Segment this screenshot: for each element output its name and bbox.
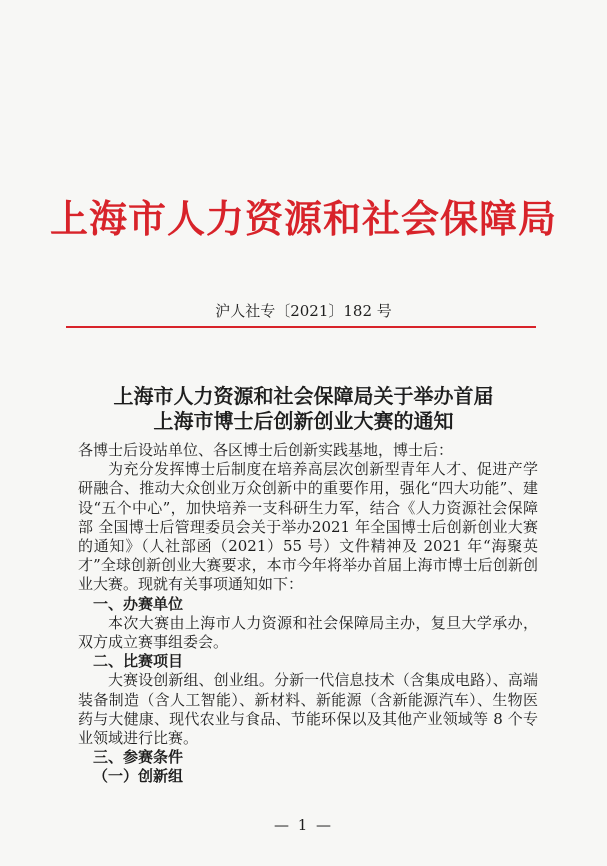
section-2-text: 大赛设创新组、创业组。分新一代信息技术（含集成电路）、高端装备制造（含人工智能）、新材料、新能源（含新能源汽车）、生物医药与大健康、现代农业与食品、节能环保以及其他产业领域等 8 个专业领域进行比赛。 [78,671,538,748]
notice-title [0,384,607,434]
notice-title-line-2: 上海市博士后创新创业大赛的通知 [153,409,454,433]
agency-header-title: 上海市人力资源和社会保障局 [49,196,557,241]
section-3-subheading-1: （一）创新组 [93,767,184,786]
intro-paragraph: 为充分发挥博士后制度在培养高层次创新型青年人才、促进产学研融合、推动大众创业万众创新中的重要作用，强化“四大功能”、建设“五个中心”，加快培养一支科研生力军，结合《人力资源社会保障部 全国博士后管理委员会关于举办2021 年全国博士后创新创业大赛的通知》（人社部函（2021）55 号）文件精神及 2021 年“海聚英才”全球创新创业大赛要求，本市今年将举办首届上海市博士后创新创业大赛。现就有关事项通知如下： [78,460,538,594]
section-3-heading: 三、参赛条件 [93,748,184,767]
notice-title-line-1: 上海市人力资源和社会保障局关于举办首届 [113,384,494,408]
salutation: 各博士后设站单位、各区博士后创新实践基地，博士后： [78,441,454,459]
page-number: — 1 — [273,816,334,834]
section-2-heading: 二、比赛项目 [93,652,184,671]
red-divider-line [66,326,536,328]
notice-body [78,441,538,787]
section-1-heading: 一、办赛单位 [93,594,184,613]
section-1-text: 本次大赛由上海市人力资源和社会保障局主办，复旦大学承办，双方成立赛事组委会。 [78,613,538,652]
document-number: 沪人社专〔2021〕182 号 [215,302,392,320]
